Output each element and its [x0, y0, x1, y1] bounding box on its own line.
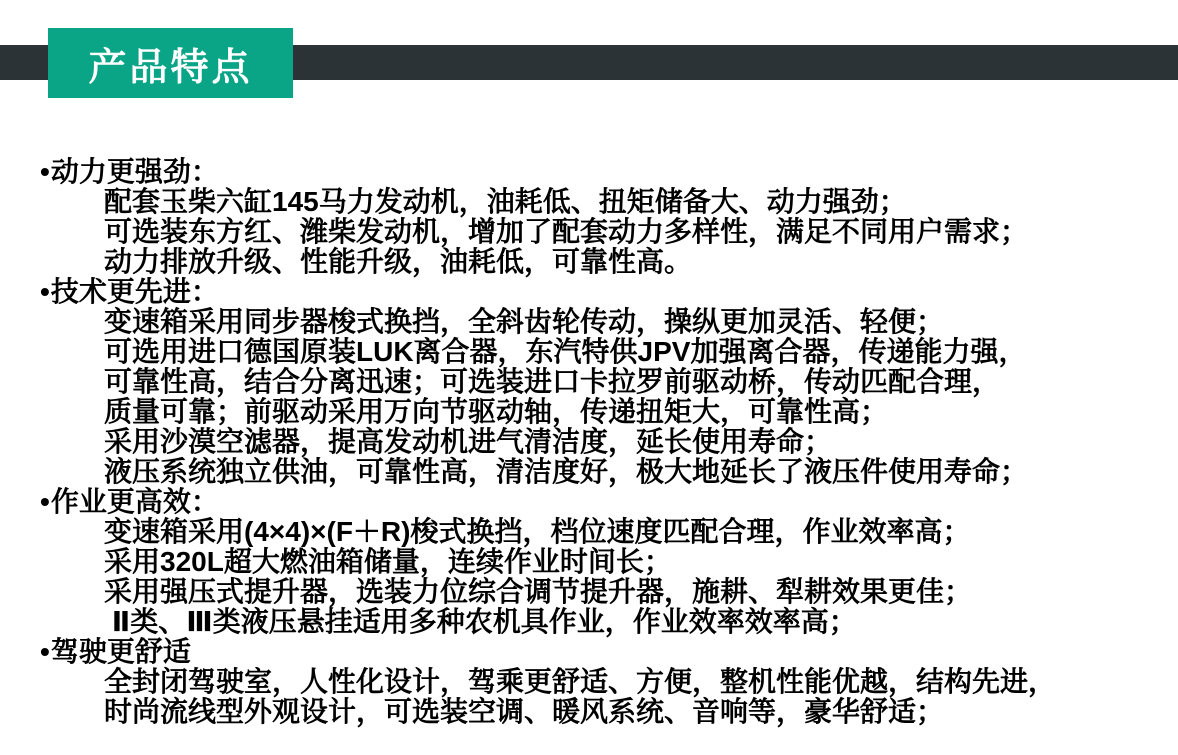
feature-line: 采用沙漠空滤器，提高发动机进气清洁度，延长使用寿命；: [104, 426, 833, 457]
bullet-icon: •: [40, 156, 50, 187]
feature-line: 配套玉柴六缸145马力发动机，油耗低、扭矩储备大、动力强劲；: [104, 186, 907, 217]
feature-section: [40, 487, 1165, 637]
feature-section: [40, 277, 1165, 487]
feature-line: 可选用进口德国原装LUK离合器，东汽特供JPV加强离合器，传递能力强，: [104, 336, 1027, 367]
feature-line: 动力排放升级、性能升级，油耗低，可靠性高。: [104, 246, 693, 277]
bullet-icon: •: [40, 486, 50, 517]
feature-section-title: 驾驶更舒适: [50, 636, 191, 667]
feature-line: 采用320L超大燃油箱储量，连续作业时间长；: [104, 546, 672, 577]
feature-line: 变速箱采用(4×4)×(F＋R)梭式换挡，档位速度匹配合理，作业效率高；: [104, 516, 971, 547]
section-header-label: 产品特点: [88, 46, 253, 89]
bullet-icon: •: [40, 636, 50, 667]
feature-section-title: 技术更先进：: [50, 276, 219, 307]
bullet-icon: •: [40, 276, 50, 307]
feature-section-heading: [40, 637, 1165, 667]
feature-section-title: 作业更高效：: [50, 486, 219, 517]
feature-section-heading: [40, 487, 1165, 517]
feature-line: 可靠性高，结合分离迅速；可选装进口卡拉罗前驱动桥，传动匹配合理，: [104, 366, 1001, 397]
feature-section-heading: [40, 157, 1165, 187]
feature-list: [40, 157, 1165, 727]
feature-section: [40, 637, 1165, 727]
feature-section: [40, 157, 1165, 277]
feature-section-title: 动力更强劲：: [50, 156, 219, 187]
feature-line: 全封闭驾驶室，人性化设计，驾乘更舒适、方便，整机性能优越，结构先进，: [104, 666, 1057, 697]
feature-line: Ⅱ类、Ⅲ类液压悬挂适用多种农机具作业，作业效率效率高；: [104, 606, 857, 637]
section-header-badge: [48, 28, 293, 98]
feature-line: 液压系统独立供油，可靠性高，清洁度好，极大地延长了液压件使用寿命；: [104, 456, 1029, 487]
feature-line: 质量可靠；前驱动采用万向节驱动轴，传递扭矩大，可靠性高；: [104, 396, 889, 427]
feature-line: 变速箱采用同步器梭式换挡，全斜齿轮传动，操纵更加灵活、轻便；: [104, 306, 945, 337]
feature-section-heading: [40, 277, 1165, 307]
feature-line: 时尚流线型外观设计，可选装空调、暖风系统、音响等，豪华舒适；: [104, 696, 945, 727]
feature-line: 采用强压式提升器，选装力位综合调节提升器，施耕、犁耕效果更佳；: [104, 576, 973, 607]
feature-line: 可选装东方红、潍柴发动机，增加了配套动力多样性，满足不同用户需求；: [104, 216, 1029, 247]
